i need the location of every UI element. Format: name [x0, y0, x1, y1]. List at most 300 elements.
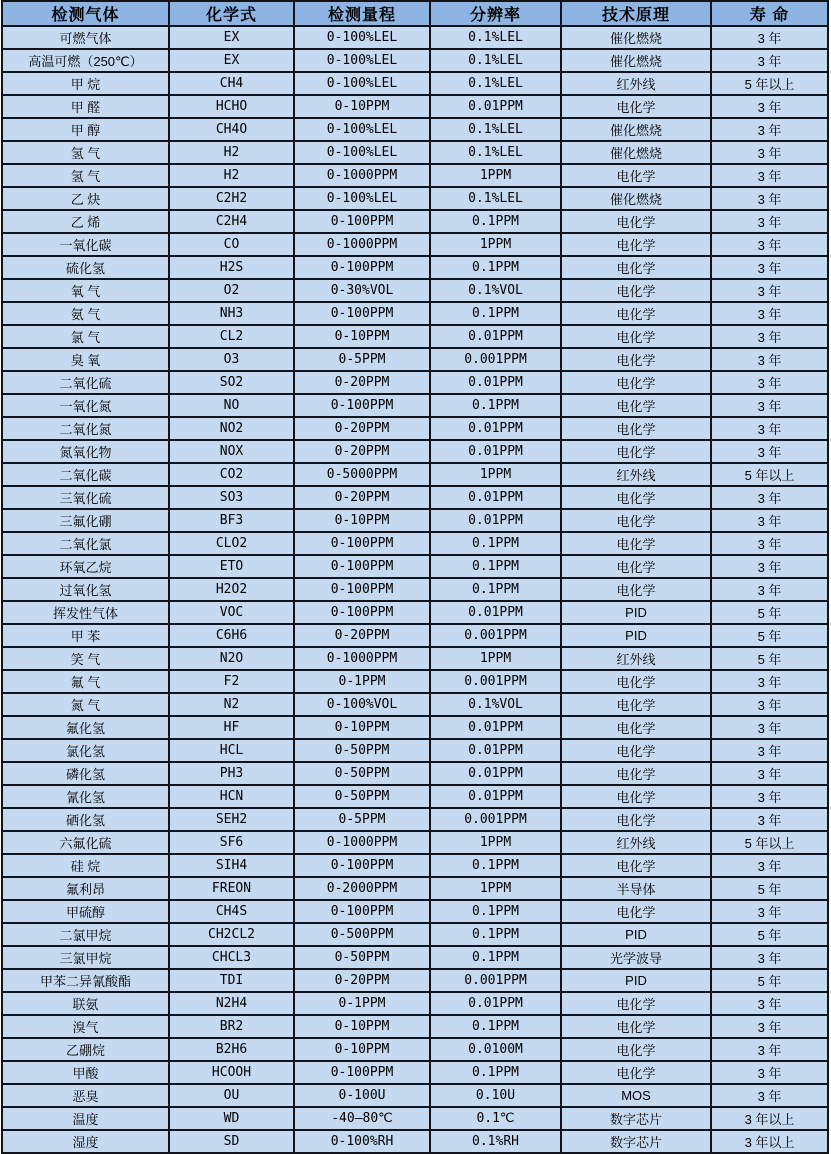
table-row [2, 992, 828, 1015]
cell-formula: NO2 [169, 417, 294, 440]
cell-gas-name: 温度 [2, 1107, 169, 1130]
cell-resolution: 0.01PPM [430, 509, 561, 532]
cell-lifespan: 3 年 [711, 1084, 828, 1107]
cell-lifespan: 5 年 [711, 601, 828, 624]
table-row [2, 1061, 828, 1084]
cell-principle: 电化学 [561, 348, 711, 371]
cell-resolution: 0.1PPM [430, 1061, 561, 1084]
cell-resolution: 0.01PPM [430, 325, 561, 348]
cell-resolution: 0.1PPM [430, 854, 561, 877]
cell-range: 0-50PPM [294, 946, 430, 969]
cell-gas-name: 恶臭 [2, 1084, 169, 1107]
table-row [2, 141, 828, 164]
cell-formula: O3 [169, 348, 294, 371]
cell-resolution: 0.1PPM [430, 946, 561, 969]
cell-gas-name: 三氧化硫 [2, 486, 169, 509]
cell-formula: H2O2 [169, 578, 294, 601]
cell-resolution: 0.01PPM [430, 601, 561, 624]
cell-resolution: 0.001PPM [430, 348, 561, 371]
cell-gas-name: 二氧化氯 [2, 532, 169, 555]
table-row [2, 785, 828, 808]
cell-lifespan: 3 年 [711, 233, 828, 256]
cell-lifespan: 5 年以上 [711, 72, 828, 95]
cell-gas-name: 甲 醛 [2, 95, 169, 118]
header-cell-lifespan: 寿 命 [711, 1, 828, 26]
cell-principle: 电化学 [561, 785, 711, 808]
cell-formula: CO2 [169, 463, 294, 486]
cell-range: 0-10PPM [294, 509, 430, 532]
cell-gas-name: 二氧化氮 [2, 417, 169, 440]
cell-range: 0-100%LEL [294, 141, 430, 164]
cell-range: 0-1000PPM [294, 647, 430, 670]
cell-resolution: 0.01PPM [430, 992, 561, 1015]
header-cell-range: 检测量程 [294, 1, 430, 26]
cell-lifespan: 3 年以上 [711, 1107, 828, 1130]
cell-gas-name: 氢 气 [2, 164, 169, 187]
cell-principle: 催化燃烧 [561, 141, 711, 164]
cell-formula: ETO [169, 555, 294, 578]
cell-gas-name: 六氟化硫 [2, 831, 169, 854]
cell-lifespan: 3 年 [711, 118, 828, 141]
cell-formula: F2 [169, 670, 294, 693]
cell-formula: H2S [169, 256, 294, 279]
cell-range: 0-50PPM [294, 739, 430, 762]
cell-lifespan: 3 年 [711, 1015, 828, 1038]
cell-range: 0-20PPM [294, 624, 430, 647]
cell-gas-name: 氟 气 [2, 670, 169, 693]
cell-lifespan: 3 年 [711, 440, 828, 463]
cell-lifespan: 5 年 [711, 969, 828, 992]
cell-formula: C6H6 [169, 624, 294, 647]
cell-formula: SIH4 [169, 854, 294, 877]
table-row [2, 26, 828, 49]
cell-lifespan: 5 年 [711, 624, 828, 647]
header-row [2, 1, 828, 26]
cell-resolution: 0.1PPM [430, 1015, 561, 1038]
cell-lifespan: 3 年 [711, 670, 828, 693]
cell-gas-name: 臭 氧 [2, 348, 169, 371]
cell-principle: 电化学 [561, 279, 711, 302]
cell-lifespan: 3 年 [711, 394, 828, 417]
cell-gas-name: 二氧化硫 [2, 371, 169, 394]
table-row [2, 900, 828, 923]
table-row [2, 946, 828, 969]
cell-range: 0-50PPM [294, 762, 430, 785]
cell-formula: EX [169, 49, 294, 72]
table-row [2, 95, 828, 118]
cell-resolution: 0.001PPM [430, 969, 561, 992]
table-row [2, 256, 828, 279]
cell-principle: PID [561, 969, 711, 992]
cell-principle: 电化学 [561, 256, 711, 279]
cell-lifespan: 3 年 [711, 486, 828, 509]
cell-principle: 电化学 [561, 716, 711, 739]
cell-gas-name: 甲 醇 [2, 118, 169, 141]
cell-resolution: 0.1PPM [430, 578, 561, 601]
table-row [2, 923, 828, 946]
table-body [2, 26, 828, 1153]
cell-formula: HCHO [169, 95, 294, 118]
cell-resolution: 0.01PPM [430, 486, 561, 509]
cell-formula: CLO2 [169, 532, 294, 555]
cell-gas-name: 溴气 [2, 1015, 169, 1038]
table-row [2, 1107, 828, 1130]
cell-range: 0-30%VOL [294, 279, 430, 302]
cell-lifespan: 3 年 [711, 693, 828, 716]
cell-gas-name: 氮 气 [2, 693, 169, 716]
cell-resolution: 0.01PPM [430, 440, 561, 463]
cell-gas-name: 甲酸 [2, 1061, 169, 1084]
cell-lifespan: 3 年 [711, 785, 828, 808]
cell-gas-name: 磷化氢 [2, 762, 169, 785]
table-row [2, 1130, 828, 1153]
table-row [2, 877, 828, 900]
cell-principle: 电化学 [561, 762, 711, 785]
cell-range: 0-1PPM [294, 992, 430, 1015]
cell-range: 0-50PPM [294, 785, 430, 808]
cell-range: 0-500PPM [294, 923, 430, 946]
table-row [2, 969, 828, 992]
cell-principle: 电化学 [561, 394, 711, 417]
table-row [2, 647, 828, 670]
cell-resolution: 1PPM [430, 647, 561, 670]
cell-resolution: 0.1%LEL [430, 141, 561, 164]
table-row [2, 1084, 828, 1107]
cell-range: 0-100PPM [294, 302, 430, 325]
cell-principle: 电化学 [561, 900, 711, 923]
cell-formula: SF6 [169, 831, 294, 854]
cell-formula: WD [169, 1107, 294, 1130]
table-row [2, 624, 828, 647]
table-row [2, 739, 828, 762]
cell-principle: 光学波导 [561, 946, 711, 969]
cell-principle: 电化学 [561, 555, 711, 578]
cell-gas-name: 笑 气 [2, 647, 169, 670]
cell-range: 0-20PPM [294, 417, 430, 440]
cell-range: 0-100PPM [294, 900, 430, 923]
cell-formula: NO [169, 394, 294, 417]
cell-formula: SO2 [169, 371, 294, 394]
table-row [2, 831, 828, 854]
table-row [2, 762, 828, 785]
cell-resolution: 0.01PPM [430, 762, 561, 785]
cell-resolution: 0.001PPM [430, 670, 561, 693]
cell-resolution: 0.1℃ [430, 1107, 561, 1130]
cell-formula: NOX [169, 440, 294, 463]
cell-lifespan: 3 年 [711, 279, 828, 302]
cell-gas-name: 氟利昂 [2, 877, 169, 900]
cell-range: 0-20PPM [294, 440, 430, 463]
cell-lifespan: 3 年 [711, 187, 828, 210]
cell-lifespan: 3 年 [711, 95, 828, 118]
cell-principle: 电化学 [561, 440, 711, 463]
cell-gas-name: 乙硼烷 [2, 1038, 169, 1061]
cell-lifespan: 3 年 [711, 348, 828, 371]
cell-range: 0-1000PPM [294, 233, 430, 256]
cell-principle: 数字芯片 [561, 1107, 711, 1130]
cell-principle: 电化学 [561, 992, 711, 1015]
cell-lifespan: 3 年 [711, 900, 828, 923]
cell-lifespan: 3 年 [711, 854, 828, 877]
cell-range: 0-100%LEL [294, 118, 430, 141]
cell-gas-name: 甲 烷 [2, 72, 169, 95]
cell-gas-name: 环氧乙烷 [2, 555, 169, 578]
cell-lifespan: 3 年 [711, 210, 828, 233]
cell-resolution: 0.1PPM [430, 900, 561, 923]
cell-formula: HF [169, 716, 294, 739]
cell-principle: 电化学 [561, 1038, 711, 1061]
cell-lifespan: 3 年 [711, 26, 828, 49]
cell-gas-name: 氯 气 [2, 325, 169, 348]
cell-range: 0-1000PPM [294, 164, 430, 187]
cell-formula: C2H4 [169, 210, 294, 233]
cell-range: 0-10PPM [294, 1038, 430, 1061]
cell-formula: EX [169, 26, 294, 49]
cell-lifespan: 3 年 [711, 1038, 828, 1061]
cell-resolution: 0.1%LEL [430, 187, 561, 210]
cell-gas-name: 氰化氢 [2, 785, 169, 808]
table-row [2, 440, 828, 463]
cell-formula: H2 [169, 141, 294, 164]
cell-resolution: 0.1%LEL [430, 26, 561, 49]
table-row [2, 371, 828, 394]
table-row [2, 302, 828, 325]
cell-gas-name: 氟化氢 [2, 716, 169, 739]
table-row [2, 532, 828, 555]
table-row [2, 325, 828, 348]
cell-principle: 催化燃烧 [561, 118, 711, 141]
cell-principle: 电化学 [561, 486, 711, 509]
cell-range: 0-100%LEL [294, 49, 430, 72]
cell-range: 0-5000PPM [294, 463, 430, 486]
cell-principle: 催化燃烧 [561, 49, 711, 72]
cell-formula: HCOOH [169, 1061, 294, 1084]
cell-lifespan: 3 年 [711, 716, 828, 739]
table-row [2, 210, 828, 233]
table-row [2, 601, 828, 624]
cell-range: 0-10PPM [294, 1015, 430, 1038]
cell-lifespan: 5 年 [711, 647, 828, 670]
cell-lifespan: 3 年 [711, 302, 828, 325]
cell-lifespan: 5 年 [711, 877, 828, 900]
cell-gas-name: 湿度 [2, 1130, 169, 1153]
cell-principle: 红外线 [561, 463, 711, 486]
cell-range: 0-20PPM [294, 371, 430, 394]
cell-lifespan: 3 年 [711, 256, 828, 279]
cell-formula: B2H6 [169, 1038, 294, 1061]
cell-resolution: 0.1%LEL [430, 49, 561, 72]
cell-principle: 数字芯片 [561, 1130, 711, 1153]
cell-resolution: 0.1PPM [430, 210, 561, 233]
cell-formula: CL2 [169, 325, 294, 348]
cell-gas-name: 二氧化碳 [2, 463, 169, 486]
table-row [2, 578, 828, 601]
cell-range: 0-100PPM [294, 578, 430, 601]
cell-formula: OU [169, 1084, 294, 1107]
cell-formula: O2 [169, 279, 294, 302]
cell-principle: 电化学 [561, 670, 711, 693]
cell-gas-name: 氢 气 [2, 141, 169, 164]
header-cell-resolution: 分辨率 [430, 1, 561, 26]
cell-range: 0-100PPM [294, 854, 430, 877]
cell-resolution: 0.1%VOL [430, 279, 561, 302]
cell-lifespan: 3 年 [711, 992, 828, 1015]
cell-resolution: 1PPM [430, 233, 561, 256]
cell-formula: VOC [169, 601, 294, 624]
cell-gas-name: 甲硫醇 [2, 900, 169, 923]
cell-principle: 催化燃烧 [561, 26, 711, 49]
cell-range: 0-20PPM [294, 969, 430, 992]
cell-range: 0-10PPM [294, 716, 430, 739]
cell-principle: 红外线 [561, 831, 711, 854]
cell-formula: TDI [169, 969, 294, 992]
cell-gas-name: 氧 气 [2, 279, 169, 302]
cell-principle: 电化学 [561, 578, 711, 601]
header-cell-gas: 检测气体 [2, 1, 169, 26]
cell-formula: CH4O [169, 118, 294, 141]
header-cell-formula: 化学式 [169, 1, 294, 26]
table-row [2, 693, 828, 716]
cell-formula: NH3 [169, 302, 294, 325]
table-row [2, 279, 828, 302]
cell-principle: PID [561, 601, 711, 624]
cell-lifespan: 3 年 [711, 555, 828, 578]
cell-formula: PH3 [169, 762, 294, 785]
cell-lifespan: 3 年 [711, 141, 828, 164]
cell-principle: 电化学 [561, 509, 711, 532]
table-row [2, 49, 828, 72]
cell-gas-name: 过氧化氢 [2, 578, 169, 601]
cell-range: 0-100PPM [294, 394, 430, 417]
cell-formula: SEH2 [169, 808, 294, 831]
table-row [2, 716, 828, 739]
cell-gas-name: 硅 烷 [2, 854, 169, 877]
cell-gas-name: 氮氧化物 [2, 440, 169, 463]
cell-gas-name: 联氨 [2, 992, 169, 1015]
cell-resolution: 0.1PPM [430, 256, 561, 279]
cell-resolution: 0.01PPM [430, 785, 561, 808]
cell-formula: FREON [169, 877, 294, 900]
cell-lifespan: 3 年 [711, 1061, 828, 1084]
table-header [2, 1, 828, 26]
cell-resolution: 0.1%VOL [430, 693, 561, 716]
cell-range: 0-5PPM [294, 348, 430, 371]
cell-lifespan: 3 年 [711, 509, 828, 532]
cell-gas-name: 一氧化碳 [2, 233, 169, 256]
cell-resolution: 0.1%LEL [430, 72, 561, 95]
table-row [2, 1038, 828, 1061]
table-row [2, 808, 828, 831]
cell-gas-name: 硒化氢 [2, 808, 169, 831]
cell-lifespan: 3 年 [711, 325, 828, 348]
cell-formula: SO3 [169, 486, 294, 509]
table-row [2, 72, 828, 95]
cell-range: 0-100PPM [294, 210, 430, 233]
table-row [2, 486, 828, 509]
cell-resolution: 0.1PPM [430, 302, 561, 325]
table-row [2, 394, 828, 417]
cell-range: 0-20PPM [294, 486, 430, 509]
cell-principle: 电化学 [561, 210, 711, 233]
cell-principle: PID [561, 923, 711, 946]
cell-formula: N2 [169, 693, 294, 716]
cell-resolution: 0.1PPM [430, 394, 561, 417]
cell-lifespan: 3 年 [711, 532, 828, 555]
table-row [2, 670, 828, 693]
cell-lifespan: 3 年以上 [711, 1130, 828, 1153]
cell-formula: SD [169, 1130, 294, 1153]
table-row [2, 118, 828, 141]
cell-resolution: 0.01PPM [430, 371, 561, 394]
cell-gas-name: 可燃气体 [2, 26, 169, 49]
cell-gas-name: 甲 苯 [2, 624, 169, 647]
cell-principle: 红外线 [561, 647, 711, 670]
cell-resolution: 1PPM [430, 831, 561, 854]
cell-principle: 电化学 [561, 325, 711, 348]
cell-range: -40—80℃ [294, 1107, 430, 1130]
cell-formula: CO [169, 233, 294, 256]
cell-principle: 电化学 [561, 532, 711, 555]
table-row [2, 555, 828, 578]
table-row [2, 164, 828, 187]
cell-formula: H2 [169, 164, 294, 187]
cell-range: 0-5PPM [294, 808, 430, 831]
cell-principle: 电化学 [561, 854, 711, 877]
gas-sensor-table [1, 0, 829, 1154]
table-row [2, 463, 828, 486]
table-row [2, 854, 828, 877]
cell-resolution: 0.01PPM [430, 95, 561, 118]
cell-gas-name: 乙 烯 [2, 210, 169, 233]
cell-formula: HCL [169, 739, 294, 762]
cell-range: 0-100%LEL [294, 26, 430, 49]
cell-lifespan: 3 年 [711, 739, 828, 762]
cell-principle: 电化学 [561, 693, 711, 716]
cell-gas-name: 一氧化氮 [2, 394, 169, 417]
cell-resolution: 0.01PPM [430, 739, 561, 762]
cell-lifespan: 3 年 [711, 371, 828, 394]
cell-resolution: 0.001PPM [430, 808, 561, 831]
cell-range: 0-100%LEL [294, 187, 430, 210]
cell-resolution: 1PPM [430, 164, 561, 187]
cell-range: 0-10PPM [294, 95, 430, 118]
cell-range: 0-2000PPM [294, 877, 430, 900]
cell-resolution: 1PPM [430, 463, 561, 486]
cell-range: 0-1000PPM [294, 831, 430, 854]
cell-principle: 电化学 [561, 739, 711, 762]
cell-principle: 红外线 [561, 72, 711, 95]
cell-gas-name: 乙 炔 [2, 187, 169, 210]
cell-resolution: 0.01PPM [430, 417, 561, 440]
cell-resolution: 0.1%RH [430, 1130, 561, 1153]
cell-principle: 电化学 [561, 164, 711, 187]
cell-principle: 催化燃烧 [561, 187, 711, 210]
table-row [2, 417, 828, 440]
cell-principle: 电化学 [561, 417, 711, 440]
cell-principle: 电化学 [561, 1061, 711, 1084]
cell-range: 0-100%VOL [294, 693, 430, 716]
cell-lifespan: 3 年 [711, 808, 828, 831]
cell-gas-name: 三氯甲烷 [2, 946, 169, 969]
cell-resolution: 0.1PPM [430, 555, 561, 578]
header-cell-principle: 技术原理 [561, 1, 711, 26]
cell-principle: 电化学 [561, 808, 711, 831]
cell-principle: 电化学 [561, 371, 711, 394]
cell-formula: N2O [169, 647, 294, 670]
cell-gas-name: 氨 气 [2, 302, 169, 325]
cell-range: 0-100%RH [294, 1130, 430, 1153]
cell-range: 0-100%LEL [294, 72, 430, 95]
